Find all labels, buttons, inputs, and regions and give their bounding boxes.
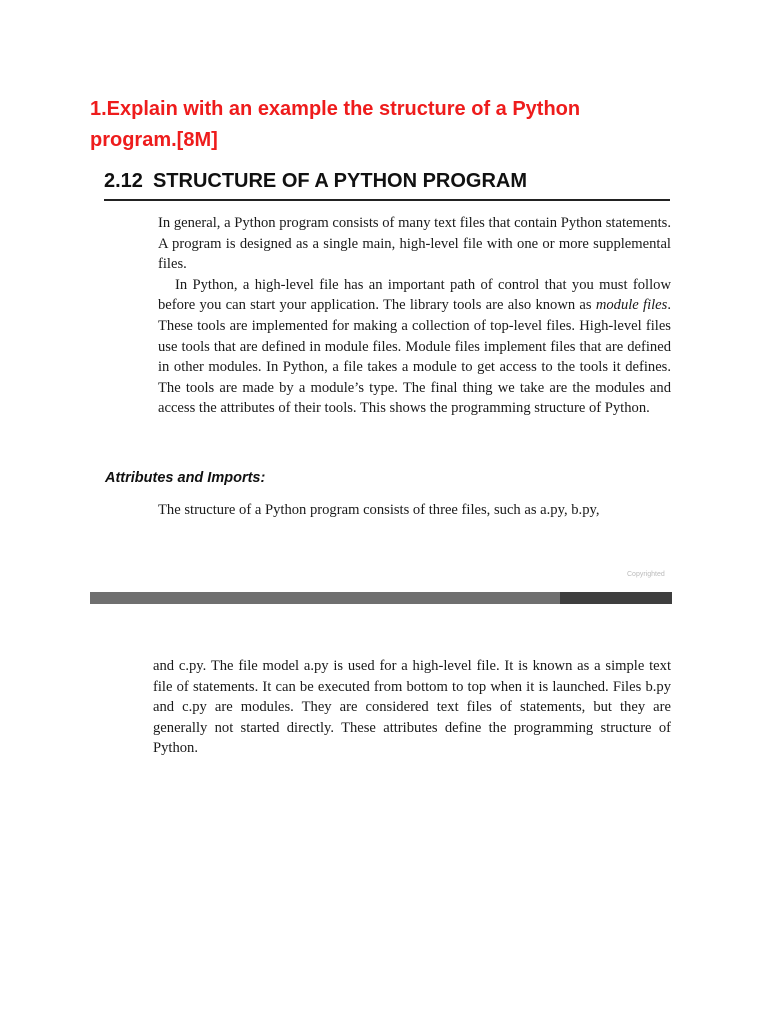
paragraph-text-part: . These tools are implemented for making a collection of top-level files. High-level files use tools that are defined in module files. Module files implement files that are defined in other modules. In Python, a file takes a module to get access to the tools it defines. The tools are made by a module’s type. The final thing we take are the modules and access the attributes of their tools. This shows the programming structure of Python. (158, 297, 671, 417)
paragraph-text-part: In Python, a high-level file has an important path of control that you must follow before you can start your application. The library tools are also known as (158, 276, 671, 314)
question-line-1: 1.Explain with an example the structure of a Python (90, 98, 581, 120)
section-number: 2.12 (104, 170, 143, 192)
emphasis-module-files: module files (595, 297, 668, 314)
subsection-heading: Attributes and Imports: (105, 470, 266, 486)
paragraph-high-level-file (158, 275, 671, 419)
section-title: STRUCTURE OF A PYTHON PROGRAM (152, 170, 528, 192)
page-break-bar (90, 592, 672, 604)
page-break-bar-end (560, 592, 672, 604)
section-body (158, 213, 671, 419)
continuation-body (153, 656, 671, 759)
attributes-body (158, 500, 671, 521)
section-heading (104, 168, 670, 201)
paragraph-general: In general, a Python program consists of many text files that contain Python statements. A program is designed as a single main, high-level file with one or more supplemental files. (158, 215, 671, 273)
paragraph-continuation: and c.py. The file model a.py is used for a high-level file. It is known as a simple text file of statements. It can be executed from bottom to top when it is launched. Files b.py and c.py are modules. They are considered text files of statements, but they are generally not started directly. These attributes define the programming structure of Python. (153, 658, 671, 757)
question-heading (90, 94, 690, 156)
paragraph-attributes: The structure of a Python program consists of three files, such as a.py, b.py, (158, 502, 600, 518)
question-line-2: program.[8M] (90, 129, 218, 151)
copyright-mark: Copyrighted (627, 571, 665, 578)
